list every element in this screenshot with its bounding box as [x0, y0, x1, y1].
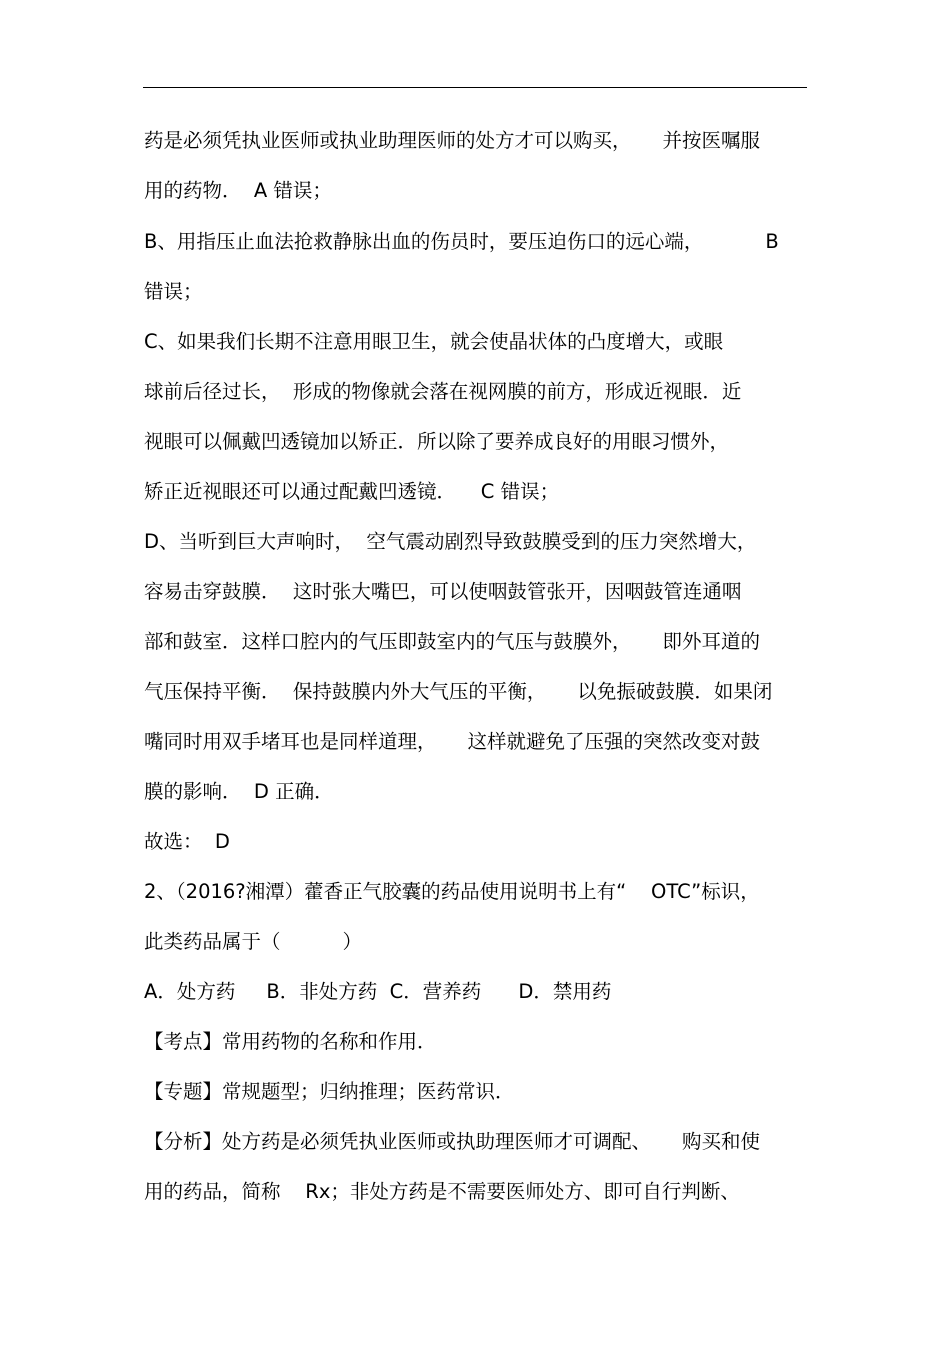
text-line-15: 故选： D: [144, 830, 230, 853]
text-line-20: 【专题】常规题型；归纳推理；医药常识．: [144, 1080, 515, 1103]
text-line-8: 矫正近视眼还可以通过配戴凹透镜． C 错误；: [144, 480, 560, 503]
text-line-4: 错误；: [144, 280, 203, 303]
text-line-14: 膜的影响． D 正确．: [144, 780, 334, 803]
text-line-21: 【分析】处方药是必须凭执业医师或执助理医师才可调配、 购买和使: [144, 1130, 760, 1153]
text-line-17: 此类药品属于（ ）: [144, 930, 362, 953]
text-line-22: 用的药品，简称 Rx；非处方药是不需要医师处方、即可自行判断、: [144, 1180, 740, 1203]
text-line-10: 容易击穿鼓膜． 这时张大嘴巴，可以使咽鼓管张开，因咽鼓管连通咽: [144, 580, 742, 603]
text-line-13: 嘴同时用双手堵耳也是同样道理， 这样就避免了压强的突然改变对鼓: [144, 730, 760, 753]
text-line-3: B、用指压止血法抢救静脉出血的伤员时，要压迫伤口的远心端， B: [144, 230, 779, 253]
text-line-1: 药是必须凭执业医师或执业助理医师的处方才可以购买， 并按医嘱服: [144, 129, 760, 152]
text-line-5: C、如果我们长期不注意用眼卫生，就会使晶状体的凸度增大，或眼: [144, 330, 724, 353]
text-line-9: D、当听到巨大声响时， 空气震动剧烈导致鼓膜受到的压力突然增大，: [144, 530, 757, 553]
text-line-7: 视眼可以佩戴凹透镜加以矫正．所以除了要养成良好的用眼习惯外，: [144, 430, 730, 453]
text-line-11: 部和鼓室．这样口腔内的气压即鼓室内的气压与鼓膜外， 即外耳道的: [144, 630, 760, 653]
text-line-6: 球前后径过长， 形成的物像就会落在视网膜的前方，形成近视眼．近: [144, 380, 742, 403]
text-line-16: 2、（2016?湘潭）藿香正气胶囊的药品使用说明书上有“ OTC”标识，: [144, 880, 760, 903]
text-line-18: A．处方药 B．非处方药 C．营养药 D．禁用药: [144, 980, 612, 1003]
text-line-19: 【考点】常用药物的名称和作用．: [144, 1030, 437, 1053]
text-line-2: 用的药物． A 错误；: [144, 179, 332, 202]
text-line-12: 气压保持平衡． 保持鼓膜内外大气压的平衡， 以免振破鼓膜．如果闭: [144, 680, 773, 703]
header-rule: [143, 87, 807, 88]
